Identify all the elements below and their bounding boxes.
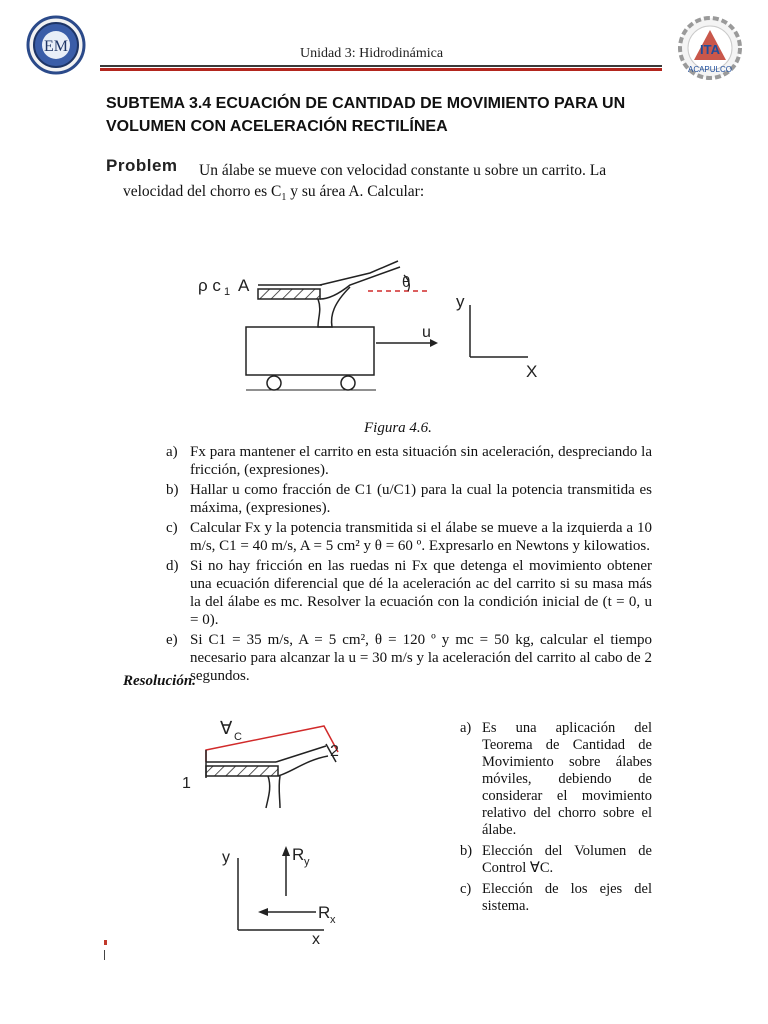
rho-sub-label: 1 — [224, 286, 231, 298]
problem-items — [166, 443, 652, 687]
item-label: a) — [460, 720, 472, 736]
cart-wheel-right — [341, 376, 355, 390]
nozzle — [206, 766, 278, 776]
problem-text-sub: 1 — [281, 192, 287, 204]
figure-axes-reactions — [216, 838, 356, 948]
control-volume-sub: C — [234, 731, 242, 743]
item-label: a) — [166, 444, 178, 460]
section-2-label: 2 — [330, 743, 339, 760]
velocity-label: u — [422, 324, 431, 341]
item-label: b) — [460, 843, 473, 859]
vane — [276, 746, 328, 776]
theta-label: θ — [402, 274, 411, 291]
item-label: b) — [166, 482, 179, 498]
svg-text:EM: EM — [44, 38, 68, 55]
item-label: c) — [460, 881, 472, 897]
header-rule-accent — [100, 68, 662, 71]
item-text: Elección de los ejes del sistema. — [482, 881, 652, 914]
reaction-x-label: R — [318, 903, 331, 922]
resolution-items — [460, 720, 652, 919]
nozzle — [258, 289, 320, 299]
item-label: c) — [166, 520, 178, 536]
area-label: A — [238, 276, 250, 295]
problem-label: Problem — [106, 156, 178, 175]
list-item — [166, 443, 652, 479]
item-text: Si C1 = 35 m/s, A = 5 cm², θ = 120 º y mc = 50 kg, calcular el tiempo necesario para alcanzar la u = 30 m/s y la aceleración del carrito al cabo de 2 segundos. — [190, 632, 652, 684]
figure-caption: Figura 4.6. — [364, 420, 432, 436]
item-text: Hallar u como fracción de C1 (u/C1) para la cual la potencia transmitida es máxima, (expresiones). — [190, 482, 652, 516]
reaction-x-sub: x — [330, 914, 336, 926]
resolution-heading: Resolución. — [123, 673, 196, 689]
cart-body — [246, 327, 374, 375]
margin-mark — [104, 940, 107, 945]
list-item — [166, 481, 652, 517]
y-axis-label: y — [222, 849, 230, 866]
reaction-y-sub: y — [304, 856, 310, 868]
item-text: Es una aplicación del Teorema de Cantidad de Movimiento sobre álabes móviles, debiendo de considerar el movimiento relativo del chorro sobre el álabe. — [482, 720, 652, 838]
margin-mark — [104, 950, 105, 960]
logo-right-subtext: ACAPULCO — [687, 65, 733, 74]
list-item — [166, 519, 652, 555]
figure-control-volume — [176, 712, 366, 832]
control-volume-label: ∀ — [220, 718, 233, 738]
problem-text-2: y su área A. Calcular: — [286, 183, 425, 200]
institution-logo-right — [668, 14, 752, 86]
list-item — [460, 881, 652, 915]
item-text: Fx para mantener el carrito en esta situación sin aceleración, despreciando la fricción, (expresiones). — [190, 444, 652, 478]
item-label: d) — [166, 558, 179, 574]
vane — [320, 261, 400, 299]
header-rule — [100, 65, 662, 67]
section-heading: SUBTEMA 3.4 ECUACIÓN DE CANTIDAD DE MOVIMIENTO PARA UN VOLUMEN CON ACELERACIÓN RECTILÍNEA — [106, 95, 626, 135]
header-title: Unidad 3: Hidrodinámica — [300, 46, 444, 61]
list-item — [460, 720, 652, 839]
reaction-y-label: R — [292, 845, 305, 864]
rho-label: ρ c — [198, 276, 221, 295]
problem-statement — [123, 160, 651, 208]
cart-wheel-left — [267, 376, 281, 390]
item-label: e) — [166, 632, 178, 648]
list-item — [460, 843, 652, 877]
institution-logo-left — [26, 14, 86, 76]
x-axis-label: X — [526, 362, 538, 381]
problem-text-1: Un álabe se mueve con velocidad constante u sobre un carrito. La velocidad del chorro es C — [123, 162, 607, 200]
x-axis-label: x — [312, 931, 320, 948]
section-1-label: 1 — [182, 775, 191, 792]
item-text: Elección del Volumen de Control ∀C. — [482, 843, 652, 876]
y-axis-label: y — [456, 292, 465, 311]
item-text: Si no hay fricción en las ruedas ni Fx que detenga el movimiento obtener una ecuación diferencial que dé la aceleración ac del carrito si su masa más la del álabe es mc. Resolver la ecuación con la condición inicial de (t = 0, u = 0). — [190, 558, 652, 628]
figure-vane-cart — [190, 255, 570, 405]
list-item — [166, 631, 652, 685]
vane-support — [318, 287, 350, 327]
item-text: Calcular Fx y la potencia transmitida si el álabe se mueve a la izquierda a 10 m/s, C1 = 40 m/s, A = 5 cm² y θ = 60 º. Expresarlo en Newtons y kilowatios. — [190, 520, 652, 554]
vane-support — [266, 776, 280, 808]
list-item — [166, 557, 652, 629]
logo-right-text: ITA — [700, 42, 720, 57]
